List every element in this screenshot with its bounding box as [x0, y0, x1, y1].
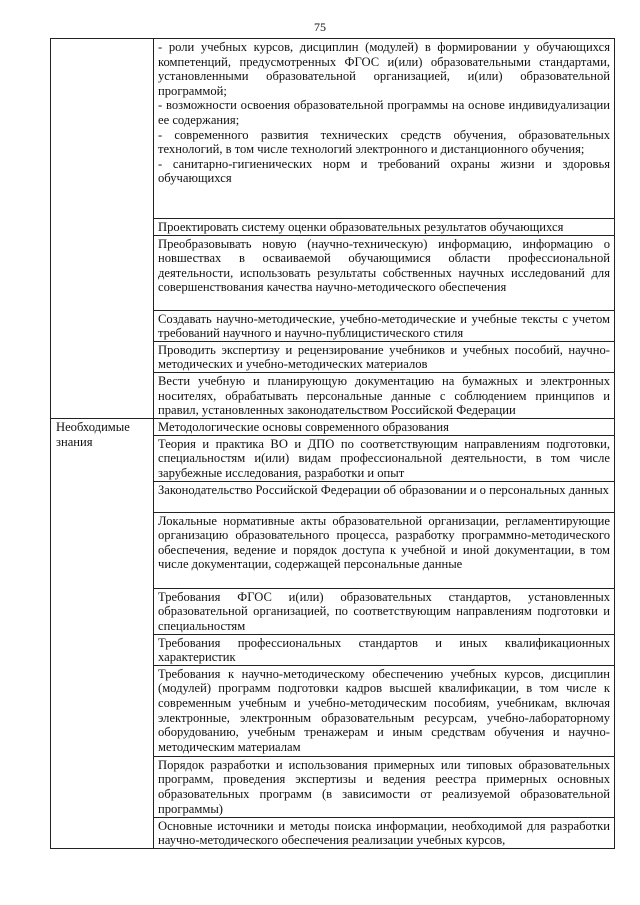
table-row [51, 39, 615, 219]
knowledge-cell [154, 756, 615, 817]
knowledge-cell [154, 817, 615, 848]
knowledge-text: Требования ФГОС и(или) образовательных стандартов, установленных образовательной организацией, по соответствующим направлениям подготовки и специальностям [158, 589, 610, 633]
knowledge-text: Теория и практика ВО и ДПО по соответствующим направлениям подготовки, специальностям и(или) видам профессиональной деятельности, в том числе зарубежные исследования, разработки и опыт [158, 436, 610, 480]
skill-text: Вести учебную и планирующую документацию на бумажных и электронных носителях, обрабатывать персональные данные с соблюдением принципов и правил, установленных законодательством Российской Федерации [158, 373, 610, 418]
knowledge-cell [154, 418, 615, 435]
knowledge-text: Основные источники и методы поиска информации, необходимой для разработки научно-методического обеспечения реализации учебных курсов, [158, 818, 610, 848]
table-row [51, 418, 615, 435]
competency-table [50, 38, 615, 849]
knowledge-cell [154, 481, 615, 512]
knowledge-label: Необходимые знания [56, 419, 130, 449]
skill-cell [154, 235, 615, 310]
knowledge-text: Локальные нормативные акты образовательной организации, регламентирующие организацию образовательного процесса, разработку программно-методического обеспечения, ведение и порядок доступа к учебной и иной документации, в том числе документации, содержащей персональные данные [158, 513, 610, 572]
skill-text: Проводить экспертизу и рецензирование учебников и учебных пособий, научно-методических и учебно-методических материалов [158, 342, 610, 372]
skill-text: - роли учебных курсов, дисциплин (модулей) в формировании у обучающихся компетенций, предусмотренных ФГОС и(или) образовательными стандартами, установленными образовательной организацией, и(или) образовательной программой; - возможности освоения образовательной программы на основе индивидуализации ее содержания; - современного развития технических средств обучения, образовательных технологий, в том числе технологий электронного и дистанционного обучения; - санитарно-гигиенических норм и требований охраны жизни и здоровья обучающихся [158, 40, 610, 186]
knowledge-label-cell [51, 418, 154, 848]
knowledge-text: Требования профессиональных стандартов и иных квалификационных характеристик [158, 635, 610, 665]
knowledge-cell [154, 435, 615, 481]
knowledge-cell [154, 634, 615, 665]
skill-cell [154, 39, 615, 219]
knowledge-text: Методологические основы современного образования [158, 419, 449, 434]
knowledge-text: Законодательство Российской Федерации об образовании и о персональных данных [158, 482, 609, 497]
knowledge-text: Требования к научно-методическому обеспечению учебных курсов, дисциплин (модулей) программ подготовки кадров высшей квалификации, в том числе к современным учебным и учебно-методическим пособиям, учебникам, включая электронные, электронным образовательным ресурсам, учебно-лабораторному оборудованию, учебным тренажерам и иным средствам обучения и научно-методическим материалам [158, 666, 610, 754]
skill-text: Создавать научно-методические, учебно-методические и учебные тексты с учетом требований научного и научно-публицистического стиля [158, 311, 610, 341]
skill-cell [154, 219, 615, 236]
skill-cell [154, 310, 615, 341]
knowledge-text: Порядок разработки и использования примерных или типовых образовательных программ, проведения экспертизы и ведения реестра примерных основных образовательных программ (в зависимости от реализуемой образовательной программы) [158, 757, 610, 816]
knowledge-cell [154, 588, 615, 634]
left-cell-empty [51, 39, 154, 419]
page-number: 75 [314, 20, 326, 34]
knowledge-cell [154, 665, 615, 756]
knowledge-cell [154, 512, 615, 588]
skill-cell [154, 341, 615, 372]
skill-text: Проектировать систему оценки образовательных результатов обучающихся [158, 220, 564, 234]
skill-cell [154, 372, 615, 418]
skill-text: Преобразовывать новую (научно-техническую) информацию, информацию о новшествах в осваиваемой обучающимися области профессиональной деятельности, использовать результаты собственных научных исследований для совершенствования качества научно-методического обеспечения [158, 236, 610, 295]
